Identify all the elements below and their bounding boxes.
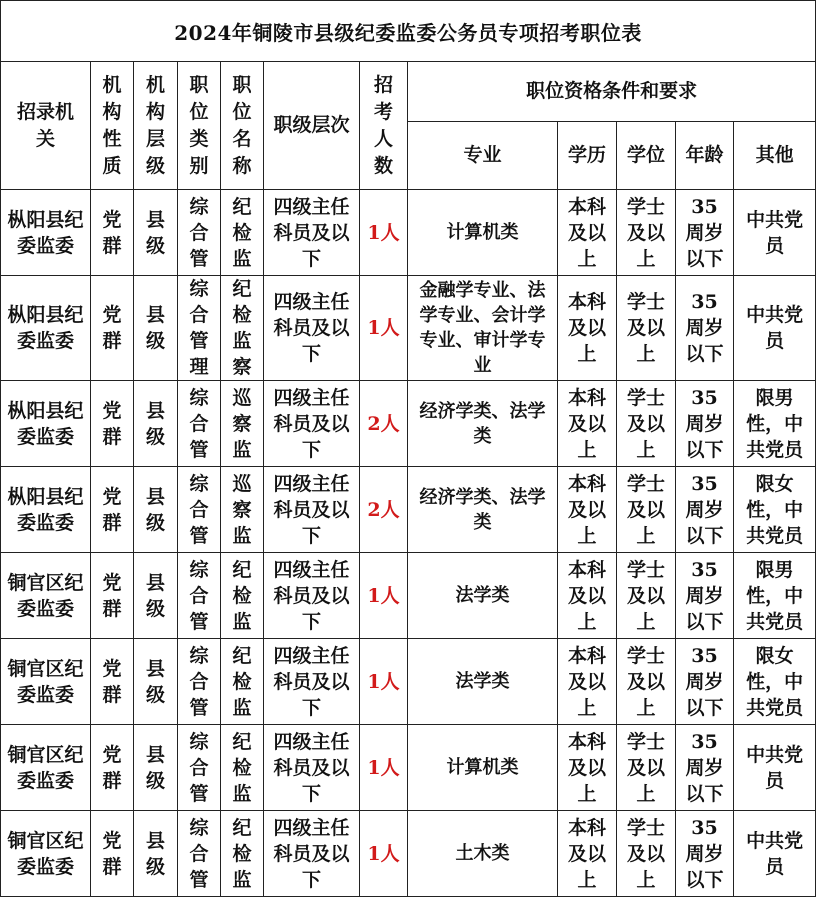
cell-nature: 党群 — [91, 190, 134, 276]
cell-nature: 党群 — [91, 639, 134, 725]
cell-rank: 四级主任科员及以下 — [264, 381, 360, 467]
cell-other: 限女性，中共党员 — [734, 639, 816, 725]
cell-rank: 四级主任科员及以下 — [264, 553, 360, 639]
cell-major: 法学类 — [408, 553, 558, 639]
cell-org: 铜官区纪委监委 — [1, 725, 91, 811]
cell-position: 纪检监 — [221, 639, 264, 725]
header-count: 招考人数 — [360, 62, 408, 190]
cell-category: 综合管 — [178, 553, 221, 639]
cell-age: 35周岁以下 — [676, 276, 734, 381]
cell-degree: 学士及以上 — [617, 467, 676, 553]
cell-category: 综合管 — [178, 381, 221, 467]
cell-degree: 学士及以上 — [617, 190, 676, 276]
cell-degree: 学士及以上 — [617, 811, 676, 897]
cell-count: 1人 — [360, 190, 408, 276]
cell-rank: 四级主任科员及以下 — [264, 276, 360, 381]
cell-age: 35周岁以下 — [676, 190, 734, 276]
cell-level: 县级 — [134, 811, 178, 897]
header-other: 其他 — [734, 122, 816, 190]
cell-other: 限女性，中共党员 — [734, 467, 816, 553]
cell-education: 本科及以上 — [558, 467, 617, 553]
cell-org: 枞阳县纪委监委 — [1, 276, 91, 381]
cell-age: 35周岁以下 — [676, 467, 734, 553]
cell-major: 金融学专业、法学专业、会计学专业、审计学专业 — [408, 276, 558, 381]
cell-other: 中共党员 — [734, 725, 816, 811]
cell-level: 县级 — [134, 381, 178, 467]
cell-count: 2人 — [360, 381, 408, 467]
table-row — [1, 725, 816, 811]
cell-level: 县级 — [134, 725, 178, 811]
cell-age: 35周岁以下 — [676, 381, 734, 467]
cell-level: 县级 — [134, 639, 178, 725]
cell-degree: 学士及以上 — [617, 639, 676, 725]
cell-major: 计算机类 — [408, 190, 558, 276]
cell-nature: 党群 — [91, 467, 134, 553]
cell-education: 本科及以上 — [558, 190, 617, 276]
cell-major: 土木类 — [408, 811, 558, 897]
table-row — [1, 811, 816, 897]
table-row — [1, 276, 816, 381]
table-row — [1, 381, 816, 467]
title-row — [1, 1, 816, 62]
cell-count: 1人 — [360, 639, 408, 725]
cell-position: 纪检监 — [221, 553, 264, 639]
cell-nature: 党群 — [91, 553, 134, 639]
table-row — [1, 639, 816, 725]
cell-count: 1人 — [360, 725, 408, 811]
cell-org: 枞阳县纪委监委 — [1, 467, 91, 553]
cell-position: 巡察监 — [221, 467, 264, 553]
cell-degree: 学士及以上 — [617, 381, 676, 467]
cell-level: 县级 — [134, 276, 178, 381]
cell-category: 综合管 — [178, 467, 221, 553]
cell-nature: 党群 — [91, 381, 134, 467]
cell-education: 本科及以上 — [558, 381, 617, 467]
cell-major: 经济学类、法学类 — [408, 467, 558, 553]
cell-rank: 四级主任科员及以下 — [264, 190, 360, 276]
table-row — [1, 467, 816, 553]
cell-org: 枞阳县纪委监委 — [1, 381, 91, 467]
header-level: 机构层级 — [134, 62, 178, 190]
cell-other: 限男性，中共党员 — [734, 381, 816, 467]
cell-category: 综合管 — [178, 811, 221, 897]
cell-org: 铜官区纪委监委 — [1, 639, 91, 725]
cell-count: 2人 — [360, 467, 408, 553]
cell-degree: 学士及以上 — [617, 553, 676, 639]
cell-degree: 学士及以上 — [617, 725, 676, 811]
header-degree: 学位 — [617, 122, 676, 190]
cell-education: 本科及以上 — [558, 725, 617, 811]
cell-category: 综合管 — [178, 725, 221, 811]
table-row — [1, 190, 816, 276]
cell-rank: 四级主任科员及以下 — [264, 467, 360, 553]
header-position: 职位名称 — [221, 62, 264, 190]
table-row — [1, 553, 816, 639]
cell-education: 本科及以上 — [558, 639, 617, 725]
table-title: 2024年铜陵市县级纪委监委公务员专项招考职位表 — [1, 1, 816, 62]
cell-major: 经济学类、法学类 — [408, 381, 558, 467]
cell-position: 纪检监 — [221, 725, 264, 811]
cell-category: 综合管 — [178, 639, 221, 725]
cell-age: 35周岁以下 — [676, 639, 734, 725]
cell-count: 1人 — [360, 553, 408, 639]
cell-category: 综合管 — [178, 190, 221, 276]
cell-rank: 四级主任科员及以下 — [264, 725, 360, 811]
cell-age: 35周岁以下 — [676, 553, 734, 639]
cell-org: 枞阳县纪委监委 — [1, 190, 91, 276]
cell-org: 铜官区纪委监委 — [1, 811, 91, 897]
cell-age: 35周岁以下 — [676, 725, 734, 811]
header-requirements: 职位资格条件和要求 — [408, 62, 816, 122]
cell-other: 中共党员 — [734, 190, 816, 276]
cell-rank: 四级主任科员及以下 — [264, 811, 360, 897]
cell-category: 综合管理 — [178, 276, 221, 381]
cell-position: 纪检监 — [221, 811, 264, 897]
header-rank: 职级层次 — [264, 62, 360, 190]
header-row-1 — [1, 62, 816, 122]
header-category: 职位类别 — [178, 62, 221, 190]
cell-position: 纪检监察 — [221, 276, 264, 381]
cell-degree: 学士及以上 — [617, 276, 676, 381]
cell-level: 县级 — [134, 467, 178, 553]
cell-nature: 党群 — [91, 276, 134, 381]
cell-rank: 四级主任科员及以下 — [264, 639, 360, 725]
cell-education: 本科及以上 — [558, 276, 617, 381]
cell-other: 中共党员 — [734, 276, 816, 381]
cell-major: 计算机类 — [408, 725, 558, 811]
cell-other: 限男性，中共党员 — [734, 553, 816, 639]
cell-level: 县级 — [134, 190, 178, 276]
cell-level: 县级 — [134, 553, 178, 639]
cell-position: 纪检监 — [221, 190, 264, 276]
cell-major: 法学类 — [408, 639, 558, 725]
header-nature: 机构性质 — [91, 62, 134, 190]
cell-nature: 党群 — [91, 811, 134, 897]
header-education: 学历 — [558, 122, 617, 190]
cell-org: 铜官区纪委监委 — [1, 553, 91, 639]
cell-position: 巡察监 — [221, 381, 264, 467]
header-org: 招录机关 — [1, 62, 91, 190]
cell-other: 中共党员 — [734, 811, 816, 897]
cell-nature: 党群 — [91, 725, 134, 811]
cell-age: 35周岁以下 — [676, 811, 734, 897]
cell-education: 本科及以上 — [558, 811, 617, 897]
header-major: 专业 — [408, 122, 558, 190]
cell-count: 1人 — [360, 276, 408, 381]
header-age: 年龄 — [676, 122, 734, 190]
cell-count: 1人 — [360, 811, 408, 897]
cell-education: 本科及以上 — [558, 553, 617, 639]
